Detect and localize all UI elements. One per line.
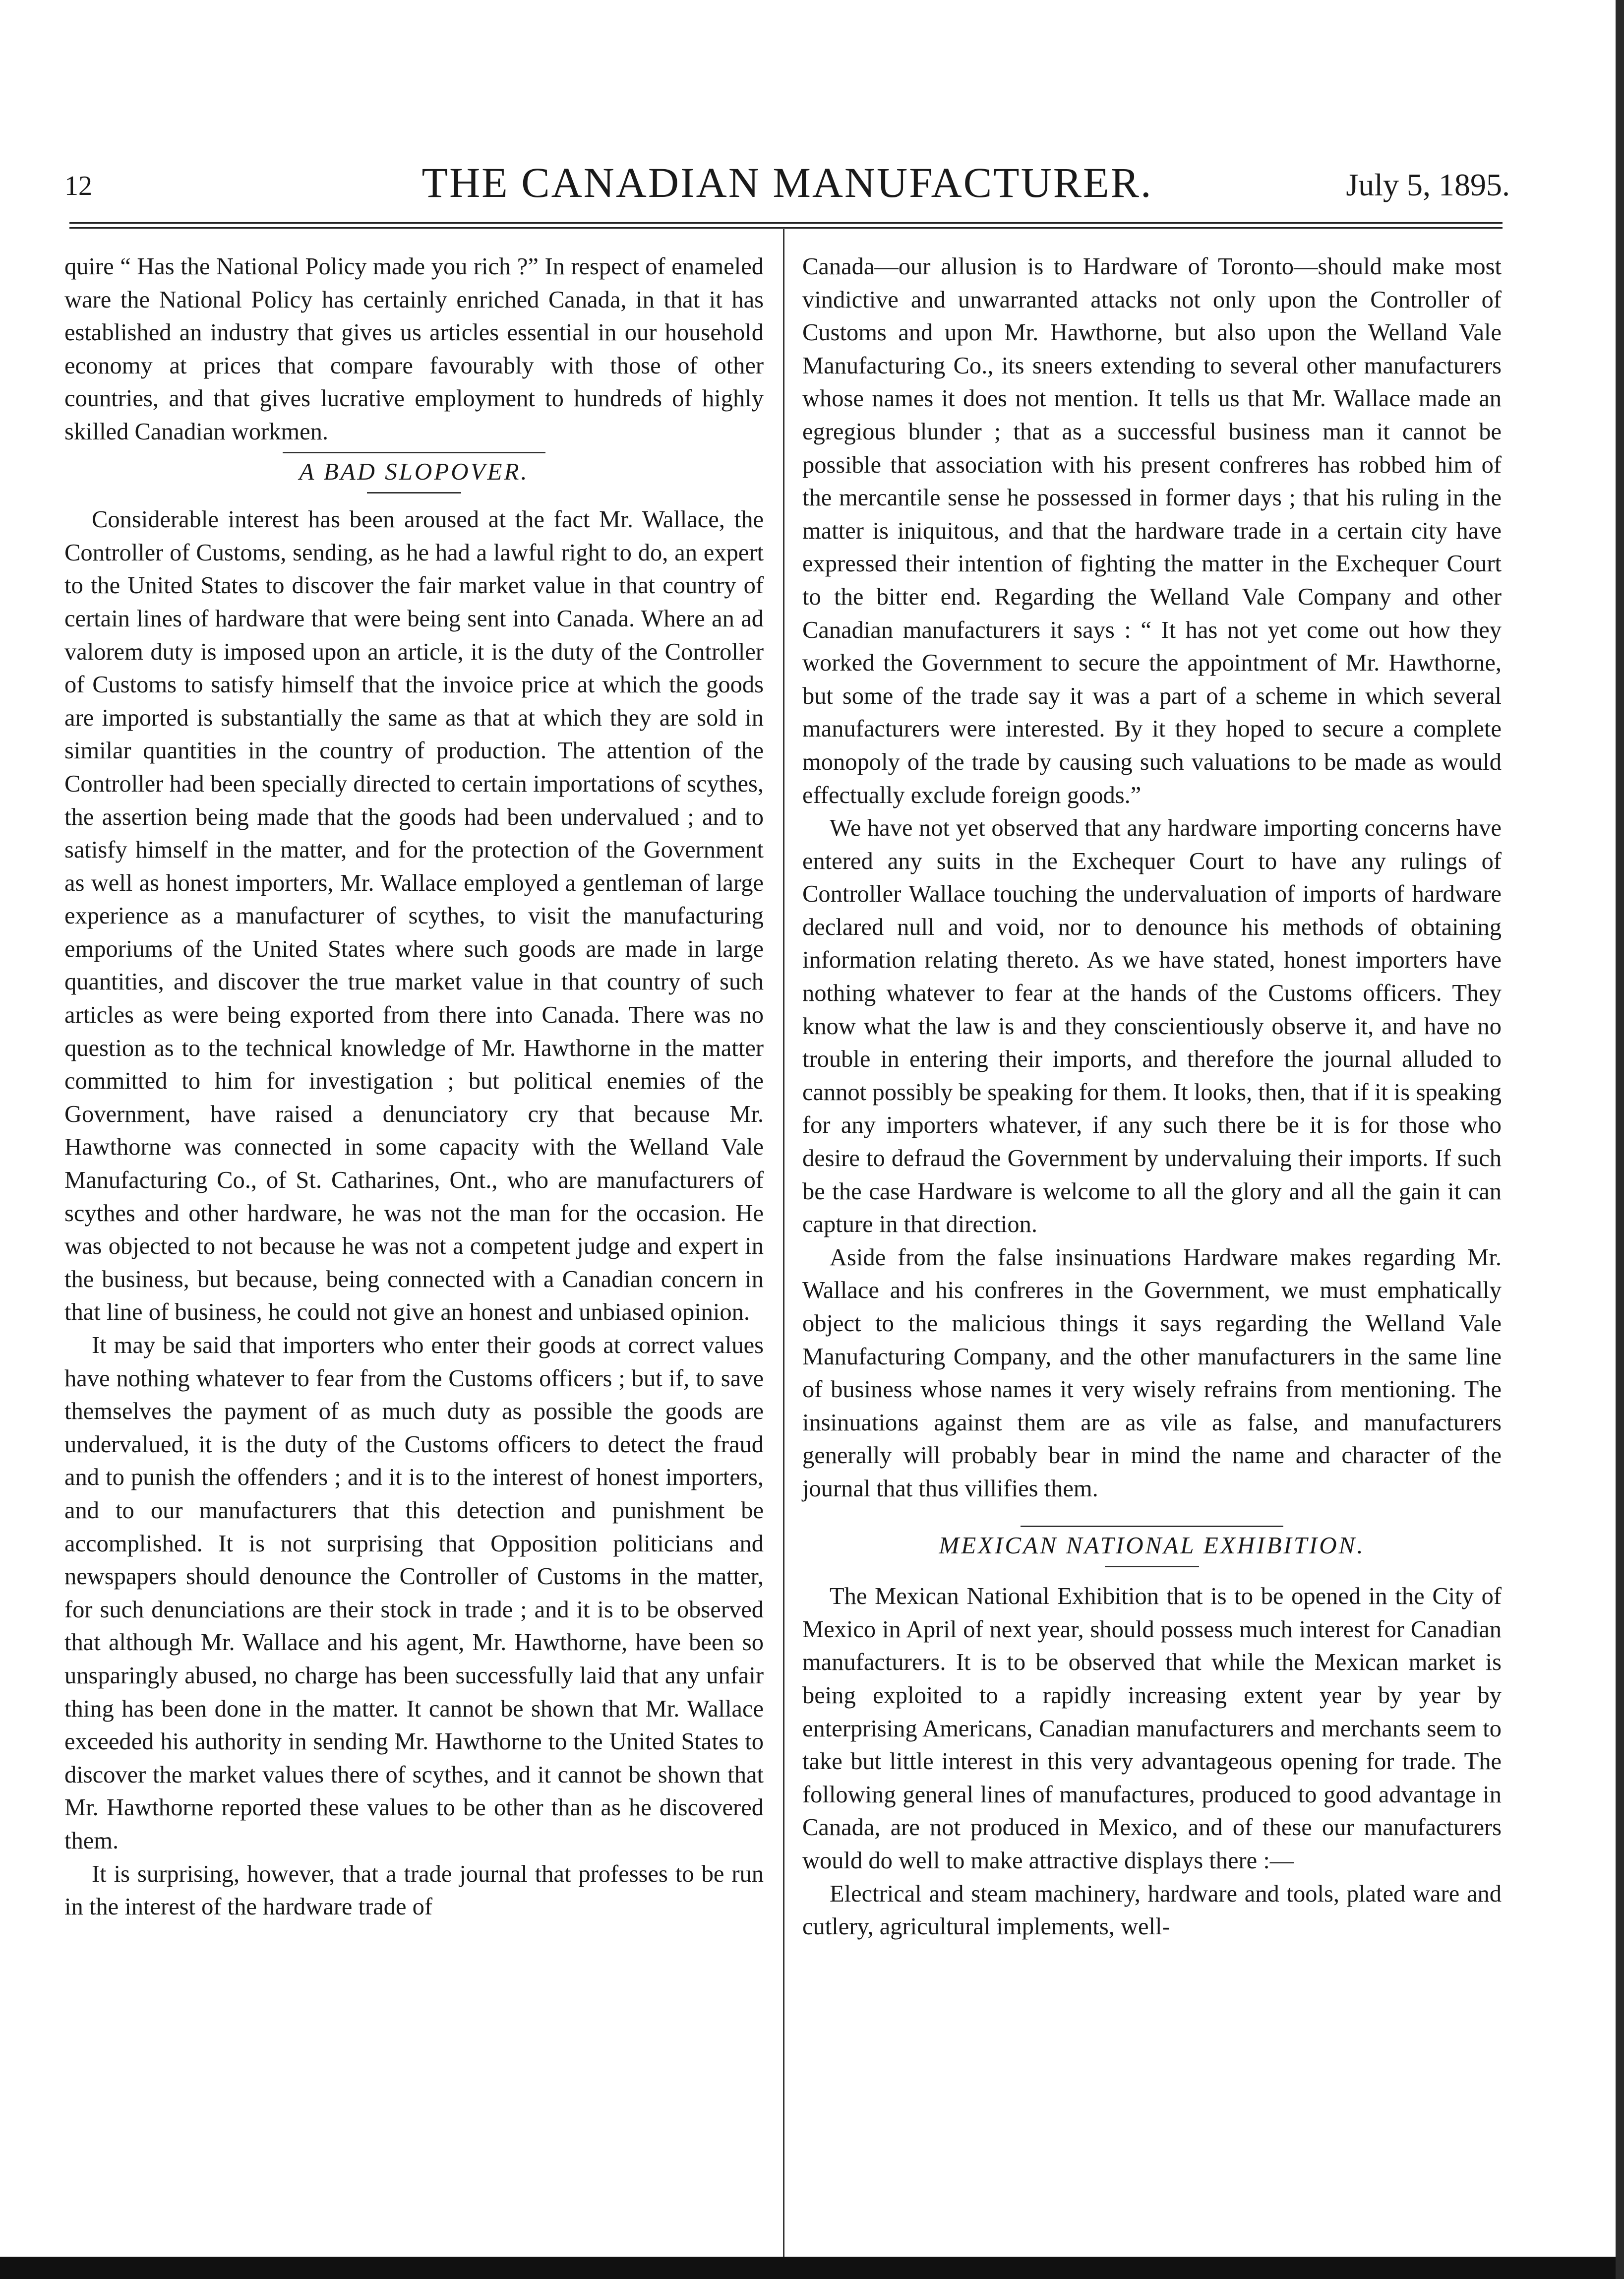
heading-underline [367, 492, 461, 493]
right-column [802, 250, 1502, 1944]
article-paragraph: Aside from the false insinuations Hardware makes regarding Mr. Wallace and his confreres in the Government, we must emphatically object to the malicious things it says regarding the Welland Vale Manufacturing Company, and the other manufacturers in the same line of business whose names it very wisely refrains from mentioning. The insinuations against them are as vile as false, and manufacturers generally will probably bear in mind the name and character of the journal that thus villifies them. [802, 1244, 1502, 1502]
header-rule-top [69, 222, 1503, 224]
section-rule [283, 452, 545, 453]
page-header [64, 158, 1510, 212]
header-rule-bottom [69, 227, 1503, 229]
scan-bottom-edge [0, 2257, 1624, 2279]
issue-date: July 5, 1895. [1346, 167, 1510, 202]
article-paragraph: We have not yet observed that any hardware importing concerns have entered any suits in the Exchequer Court to have any rulings of Controller Wallace touching the undervaluation of imports of hardware declared null and void, nor to denounce his methods of obtaining information relating thereto. As we have stated, honest importers have nothing whatever to fear at the hands of the Customs officers. They know what the law is and they conscientiously observe it, and have no trouble in entering their imports, and therefore the journal alluded to cannot possibly be speaking for them. It looks, then, that if it is speaking for any importers whatever, if any such there be it is for those who desire to defraud the Government by undervaluing their imports. If such be the case Hardware is welcome to all the glory and all the gain it can capture in that direction. [802, 815, 1502, 1238]
section-rule [1021, 1526, 1283, 1527]
journal-title: THE CANADIAN MANUFACTURER. [421, 159, 1153, 206]
article-paragraph: Canada—our allusion is to Hardware of Toronto—should make most vindictive and unwarranted attacks not only upon the Controller of Customs and upon Mr. Hawthorne, but also upon the Welland Vale Manufacturing Co., its sneers extending to several other manufacturers whose names it does not mention. It tells us that Mr. Wallace made an egregious blunder ; that as a successful business man it cannot be possible that association with his present confreres has robbed him of the mercantile sense he possessed in former days ; that his ruling in the matter is iniquitous, and that the hardware trade in a certain city have expressed their intention of fighting the matter in the Exchequer Court to the bitter end. Regarding the Welland Vale Company and other Canadian manufacturers it says : “ It has not yet come out how they worked the Government to secure the appointment of Mr. Hawthorne, but some of the trade say it was a part of a scheme in which several manufacturers were interested. By it they hoped to secure a complete monopoly of the trade by causing such valuations to be made as would effectually exclude foreign goods.” [802, 253, 1502, 808]
article-paragraph: The Mexican National Exhibition that is to be opened in the City of Mexico in April of next year, should possess much interest for Canadian manufacturers. It is to be observed that while the Mexican market is being exploited to a rapidly increasing extent year by year by enterprising Americans, Canadian manufacturers and merchants seem to take but little interest in this very advantageous opening for trade. The following general lines of manufactures, produced to good advantage in Canada, are not produced in Mexico, and of these our manufacturers would do well to make attractive displays there :— [802, 1583, 1502, 1874]
article-paragraph: It is surprising, however, that a trade journal that professes to be run in the interest of the hardware trade of [64, 1860, 764, 1920]
page-number: 12 [64, 171, 92, 201]
article-paragraph: It may be said that importers who enter their goods at correct values have nothing whatever to fear from the Customs officers ; but if, to save themselves the payment of as much duty as possible the goods are undervalued, it is the duty of the Customs officers to detect the fraud and to punish the offenders ; and it is to the interest of honest importers, and to our manufacturers that this detection and punishment be accomplished. It is not surprising that Opposition politicians and newspapers should denounce the Controller of Customs in the matter, for such denunciations are their stock in trade ; and it is to be observed that although Mr. Wallace and his agent, Mr. Hawthorne, have been so unsparingly abused, no charge has been successfully laid that any unfair thing has been done in the matter. It cannot be shown that Mr. Wallace exceeded his authority in sending Mr. Hawthorne to the United States to discover the market values there of scythes, and it cannot be shown that Mr. Hawthorne reported these values to be other than as he discovered them. [64, 1332, 764, 1854]
column-divider [783, 229, 784, 2278]
article-paragraph: Electrical and steam machinery, hardware and tools, plated ware and cutlery, agricultural implements, well- [802, 1880, 1502, 1940]
scan-right-edge [1616, 0, 1624, 2279]
heading-mexican-exhibition: MEXICAN NATIONAL EXHIBITION. [939, 1531, 1365, 1559]
left-column [64, 250, 764, 1924]
heading-underline [1105, 1566, 1199, 1567]
article-paragraph: Considerable interest has been aroused at the fact Mr. Wallace, the Controller of Customs, sending, as he had a lawful right to do, an expert to the United States to discover the fair market value in that country of certain lines of hardware that were being sent into Canada. Where an ad valorem duty is imposed upon an article, it is the duty of the Controller of Customs to satisfy himself that the invoice price at which the goods are imported is substantially the same as that at which they are sold in similar quantities in the country of production. The attention of the Controller had been specially directed to certain importations of scythes, the assertion being made that the goods had been undervalued ; and to satisfy himself in the matter, and for the protection of the Government as well as honest importers, Mr. Wallace employed a gentleman of large experience as a manufacturer of scythes, to visit the manufacturing emporiums of the United States where such goods are made in large quantities, and discover the true market value in that country of such articles as were being exported from there into Canada. There was no question as to the technical knowledge of Mr. Hawthorne in the matter committed to him for investigation ; but political enemies of the Government, have raised a denunciatory cry that because Mr. Hawthorne was connected in some capacity with the Welland Vale Manufacturing Co., of St. Catharines, Ont., who are manufacturers of scythes and other hardware, he was not the man for the occasion. He was objected to not because he was not a competent judge and expert in the business, but because, being connected with a Canadian concern in that line of business, he could not give an honest and unbiased opinion. [64, 506, 764, 1326]
intro-paragraph: quire “ Has the National Policy made you rich ?” In respect of enameled ware the National Policy has certainly enriched Canada, in that it has established an industry that gives us articles essential in our household economy at prices that compare favourably with those of other countries, and that gives lucrative employment to hundreds of highly skilled Canadian workmen. [64, 253, 764, 445]
heading-bad-slopover: A BAD SLOPOVER. [299, 457, 529, 485]
